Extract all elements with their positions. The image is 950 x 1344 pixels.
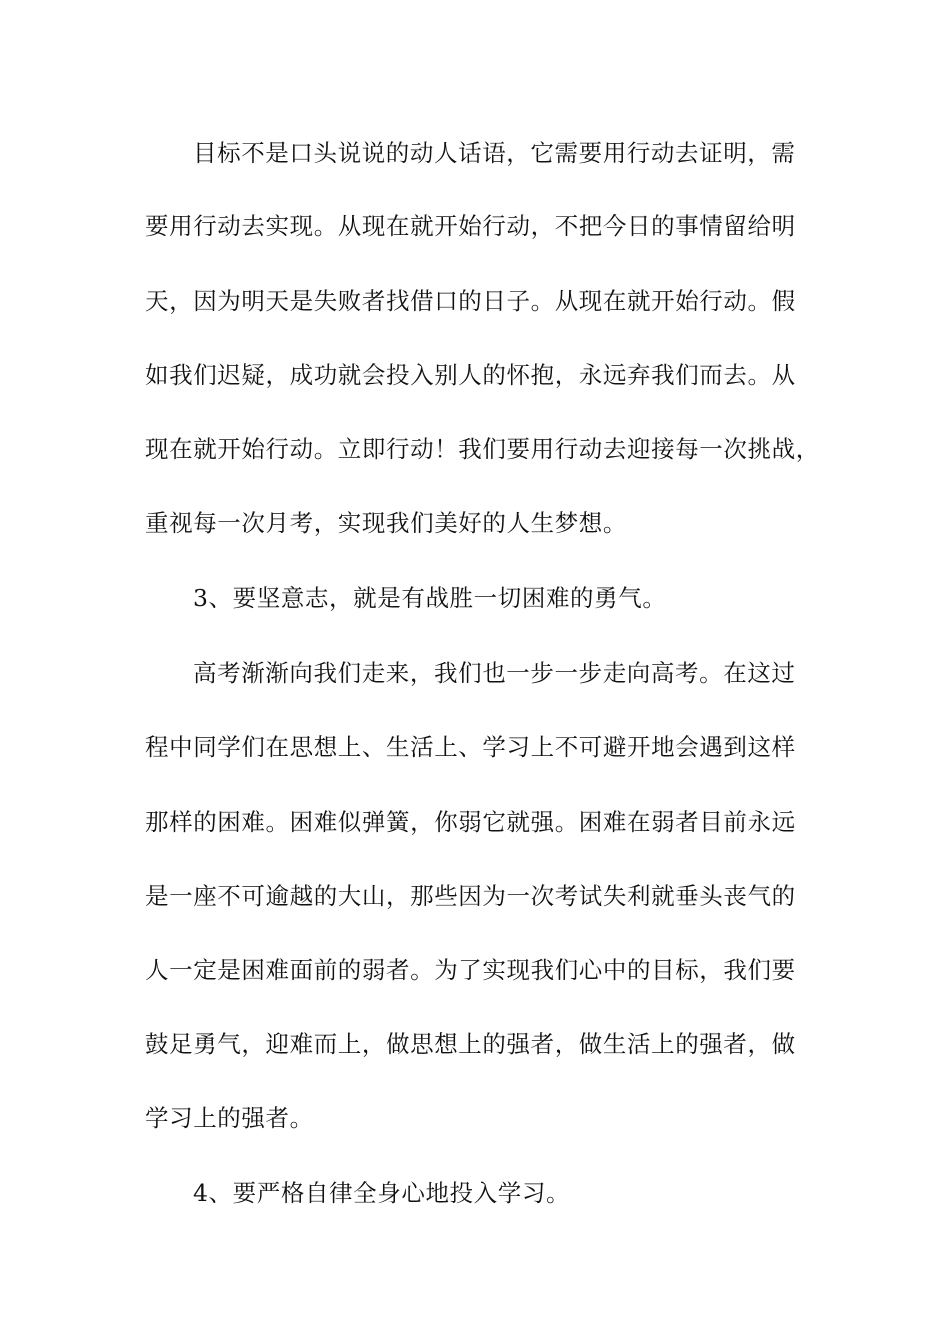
paragraph-line: 鼓足勇气，迎难而上，做思想上的强者，做生活上的强者，做 — [145, 1030, 796, 1058]
paragraph-line: 重视每一次月考，实现我们美好的人生梦想。 — [145, 509, 627, 537]
paragraph-line: 天，因为明天是失败者找借口的日子。从现在就开始行动。假 — [145, 287, 796, 315]
paragraph-line: 是一座不可逾越的大山，那些因为一次考试失利就垂头丧气的 — [145, 882, 796, 910]
section-heading: 3、要坚意志，就是有战胜一切困难的勇气。 — [193, 584, 667, 612]
section-heading: 4、要严格自律全身心地投入学习。 — [193, 1179, 571, 1207]
paragraph-line: 要用行动去实现。从现在就开始行动，不把今日的事情留给明 — [145, 212, 796, 240]
paragraph-line: 那样的困难。困难似弹簧，你弱它就强。困难在弱者目前永远 — [145, 808, 796, 836]
paragraph-line: 程中同学们在思想上、生活上、学习上不可避开地会遇到这样 — [145, 733, 796, 761]
paragraph-line: 高考渐渐向我们走来，我们也一步一步走向高考。在这过 — [193, 659, 796, 687]
paragraph-line: 人一定是困难面前的弱者。为了实现我们心中的目标，我们要 — [145, 956, 796, 984]
paragraph-line: 如我们迟疑，成功就会投入别人的怀抱，永远弃我们而去。从 — [145, 361, 796, 389]
paragraph-line: 学习上的强者。 — [145, 1104, 314, 1132]
paragraph-line: 目标不是口头说说的动人话语，它需要用行动去证明，需 — [193, 139, 796, 167]
paragraph-line: 现在就开始行动。立即行动！我们要用行动去迎接每一次挑战， — [145, 435, 820, 463]
